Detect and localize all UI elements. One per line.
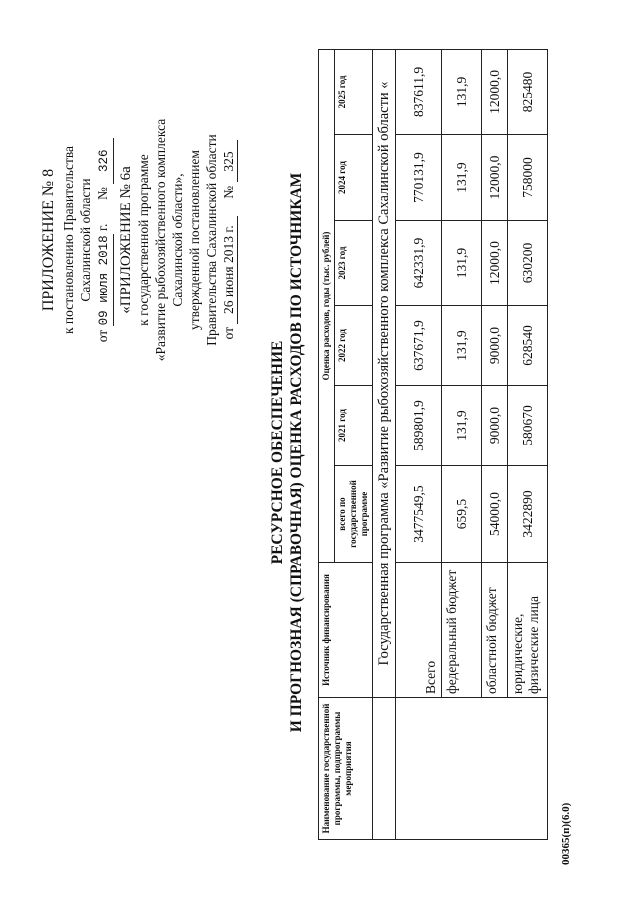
- appendix-6a-line5: Правительства Сахалинской области: [204, 134, 219, 346]
- row-source: Всего: [396, 563, 442, 698]
- header-2023: 2023 год: [335, 221, 373, 306]
- appendix-8-title: ПРИЛОЖЕНИЕ № 8: [40, 168, 57, 312]
- appendix-6a-signature-line: [220, 115, 238, 365]
- program-name-cell: [396, 698, 548, 840]
- appendix-8-line2: Сахалинской области: [78, 178, 93, 302]
- number-label: №: [221, 185, 236, 199]
- cell-value: 54000,0: [482, 466, 508, 563]
- appendix-6a-line4: утвержденной постановлением: [187, 150, 202, 330]
- header-2022: 2022 год: [335, 306, 373, 386]
- cell-value: 9000,0: [482, 306, 508, 386]
- appendix-8-header: [40, 115, 114, 365]
- cell-value: 131,9: [442, 386, 482, 466]
- cell-value: 3422890: [508, 466, 548, 563]
- appendix-6a-title: «ПРИЛОЖЕНИЕ № 6а: [118, 166, 134, 314]
- number-label: №: [95, 187, 110, 201]
- cell-value: 589801,9: [396, 386, 442, 466]
- table-row: [396, 49, 442, 839]
- header-name: Наименование государственной программы, подпрограммы мероприятия: [319, 698, 373, 840]
- row-source: юридические, физические лица: [508, 563, 548, 698]
- row-source: федеральный бюджет: [442, 563, 482, 698]
- year-suffix: г.: [95, 223, 110, 232]
- appendix-8-line1: к постановлению Правительства: [61, 145, 76, 335]
- from-label: от: [221, 327, 236, 340]
- cell-value: 630200: [508, 221, 548, 306]
- cell-value: 9000,0: [482, 386, 508, 466]
- appendix-6a-line2: «Развитие рыбохозяйственного комплекса: [153, 118, 168, 362]
- cell-value: 637671,9: [396, 306, 442, 386]
- cell-value: 12000,0: [482, 221, 508, 306]
- cell-value: 642331,9: [396, 221, 442, 306]
- appendix-8-signature-line: [94, 115, 114, 365]
- cell-value: 758000: [508, 135, 548, 221]
- cell-value: 131,9: [442, 306, 482, 386]
- header-2025: 2025 год: [335, 49, 373, 134]
- cell-value: 12000,0: [482, 135, 508, 221]
- appendix-8-date: 09 июля 2018: [96, 234, 114, 326]
- document-title: [268, 0, 306, 905]
- cell-value: 12000,0: [482, 49, 508, 134]
- cell-value: 131,9: [442, 221, 482, 306]
- header-total: всего по государственной программе: [335, 466, 373, 563]
- appendix-6a-date: 26 июня 2013 г.: [220, 216, 238, 324]
- cell-value: 131,9: [442, 135, 482, 221]
- title-line-1: РЕСУРСНОЕ ОБЕСПЕЧЕНИЕ: [269, 340, 286, 565]
- row-source: областной бюджет: [482, 563, 508, 698]
- appendix-6a-line1: к государственной программе: [136, 154, 151, 326]
- cell-value: 825480: [508, 49, 548, 134]
- appendix-6a-line3: Сахалинской области»,: [170, 173, 185, 307]
- appendix-8-number: 326: [96, 138, 114, 184]
- cell-value: 659,5: [442, 466, 482, 563]
- appendix-6a-header: [118, 115, 238, 365]
- cell-value: 770131,9: [396, 135, 442, 221]
- program-row: Государственная программа «Развитие рыбохозяйственного комплекса Сахалинской области «: [373, 49, 396, 697]
- appendix-6a-number: 325: [220, 141, 238, 183]
- cell-value: 580670: [508, 386, 548, 466]
- document-code: 00365(п)(6.0): [560, 802, 572, 865]
- header-estimate: Оценка расходов, годы (тыс. рублей): [319, 49, 335, 562]
- cell-value: 131,9: [442, 49, 482, 134]
- header-2024: 2024 год: [335, 135, 373, 221]
- header-2021: 2021 год: [335, 386, 373, 466]
- header-source: Источник финансирования: [319, 563, 373, 698]
- title-line-2: И ПРОГНОЗНАЯ (СПРАВОЧНАЯ) ОЦЕНКА РАСХОДОВ ПО ИСТОЧНИКАМ: [288, 172, 305, 733]
- from-label: от: [95, 329, 110, 343]
- cell-value: 837611,9: [396, 49, 442, 134]
- cell-value: 3477549,5: [396, 466, 442, 563]
- cell-value: 628540: [508, 306, 548, 386]
- expenses-table: [318, 49, 548, 840]
